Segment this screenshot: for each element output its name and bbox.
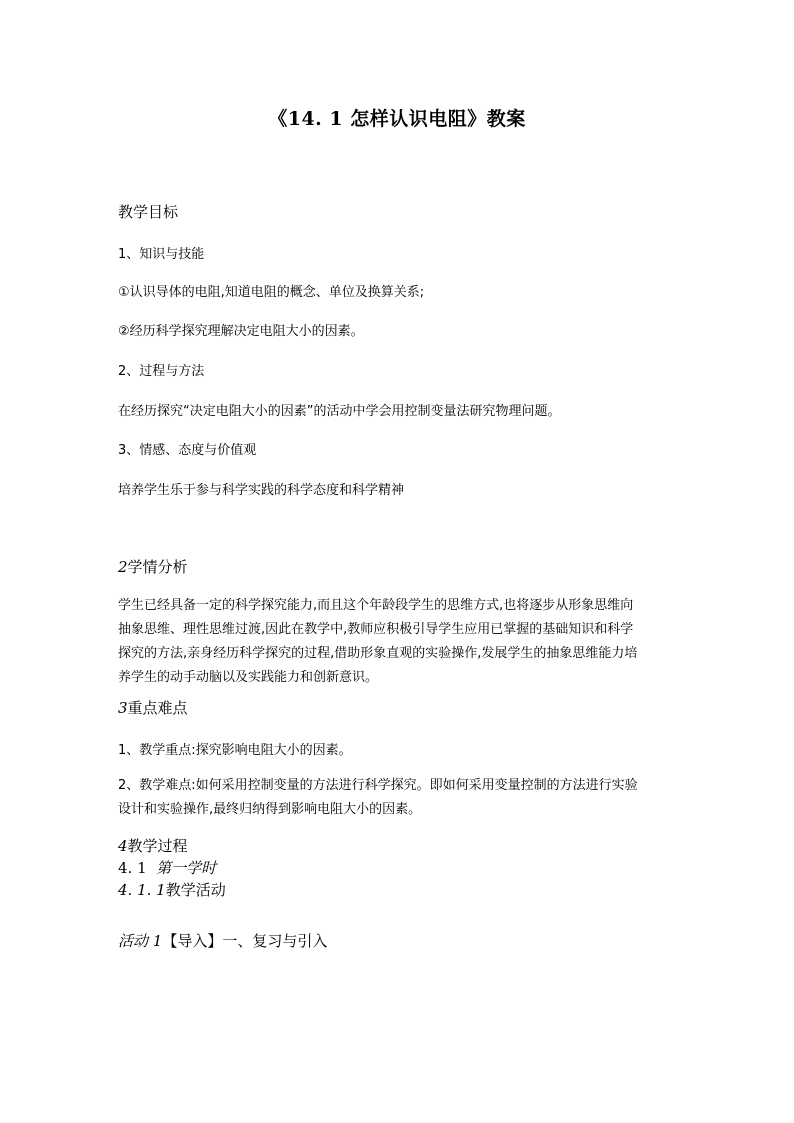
section-number: 3	[118, 699, 128, 717]
document-title: 《14. 1 怎样认识电阻》教案	[268, 108, 526, 130]
section-title: 教学过程	[127, 837, 188, 855]
objective-1-b: ②经历科学探究理解决定电阻大小的因素。	[118, 324, 364, 339]
activity-title: 【导入】一、复习与引入	[162, 932, 328, 950]
objective-3-title: 3、情感、态度与价值观	[118, 443, 257, 458]
analysis-paragraph	[118, 594, 680, 690]
subsubsection-number: 4. 1. 1	[118, 881, 166, 899]
activity-prefix: 活动 1	[118, 932, 163, 950]
subsubsection-heading-activities	[118, 879, 226, 900]
section-title: 重点难点	[127, 699, 188, 717]
paragraph-line: 养学生的动手动脑以及实践能力和创新意识。	[118, 670, 379, 685]
activity-heading	[118, 930, 327, 951]
paragraph-line: 抽象思维、理性思维过渡,因此在教学中,教师应积极引导学生应用已掌握的基础知识和科学	[118, 622, 634, 637]
paragraph-line: 探究的方法,亲身经历科学探究的过程,借助形象直观的实验操作,发展学生的抽象思维能力培	[118, 646, 638, 661]
subsection-number: 4. 1	[118, 859, 147, 877]
section-heading-key-points	[118, 697, 188, 718]
section-heading-objectives: 教学目标	[118, 203, 179, 221]
objective-2-text: 在经历探究“决定电阻大小的因素”的活动中学会用控制变量法研究物理问题。	[118, 404, 561, 419]
paragraph-line: 设计和实验操作,最终归纳得到影响电阻大小的因素。	[118, 802, 422, 817]
section-heading-analysis	[118, 556, 188, 577]
section-number: 4	[118, 837, 128, 855]
subsection-heading-first-period	[118, 857, 216, 878]
subsubsection-title: 教学活动	[165, 881, 226, 899]
section-number: 2	[118, 558, 128, 576]
difficult-point-paragraph	[118, 774, 680, 822]
paragraph-line: 2、教学难点:如何采用控制变量的方法进行科学探究。即如何采用变量控制的方法进行实验	[118, 778, 638, 793]
objective-2-title: 2、过程与方法	[118, 364, 205, 379]
section-title: 学情分析	[127, 558, 188, 576]
section-heading-process	[118, 835, 188, 856]
objective-1-title: 1、知识与技能	[118, 247, 205, 262]
subsection-title: 第一学时	[156, 859, 217, 877]
objective-1-a: ①认识导体的电阻,知道电阻的概念、单位及换算关系;	[118, 285, 425, 300]
paragraph-line: 学生已经具备一定的科学探究能力,而且这个年龄段学生的思维方式,也将逐步从形象思维向	[118, 598, 634, 613]
key-point-text: 1、教学重点:探究影响电阻大小的因素。	[118, 743, 352, 758]
objective-3-text: 培养学生乐于参与科学实践的科学态度和科学精神	[118, 483, 405, 498]
